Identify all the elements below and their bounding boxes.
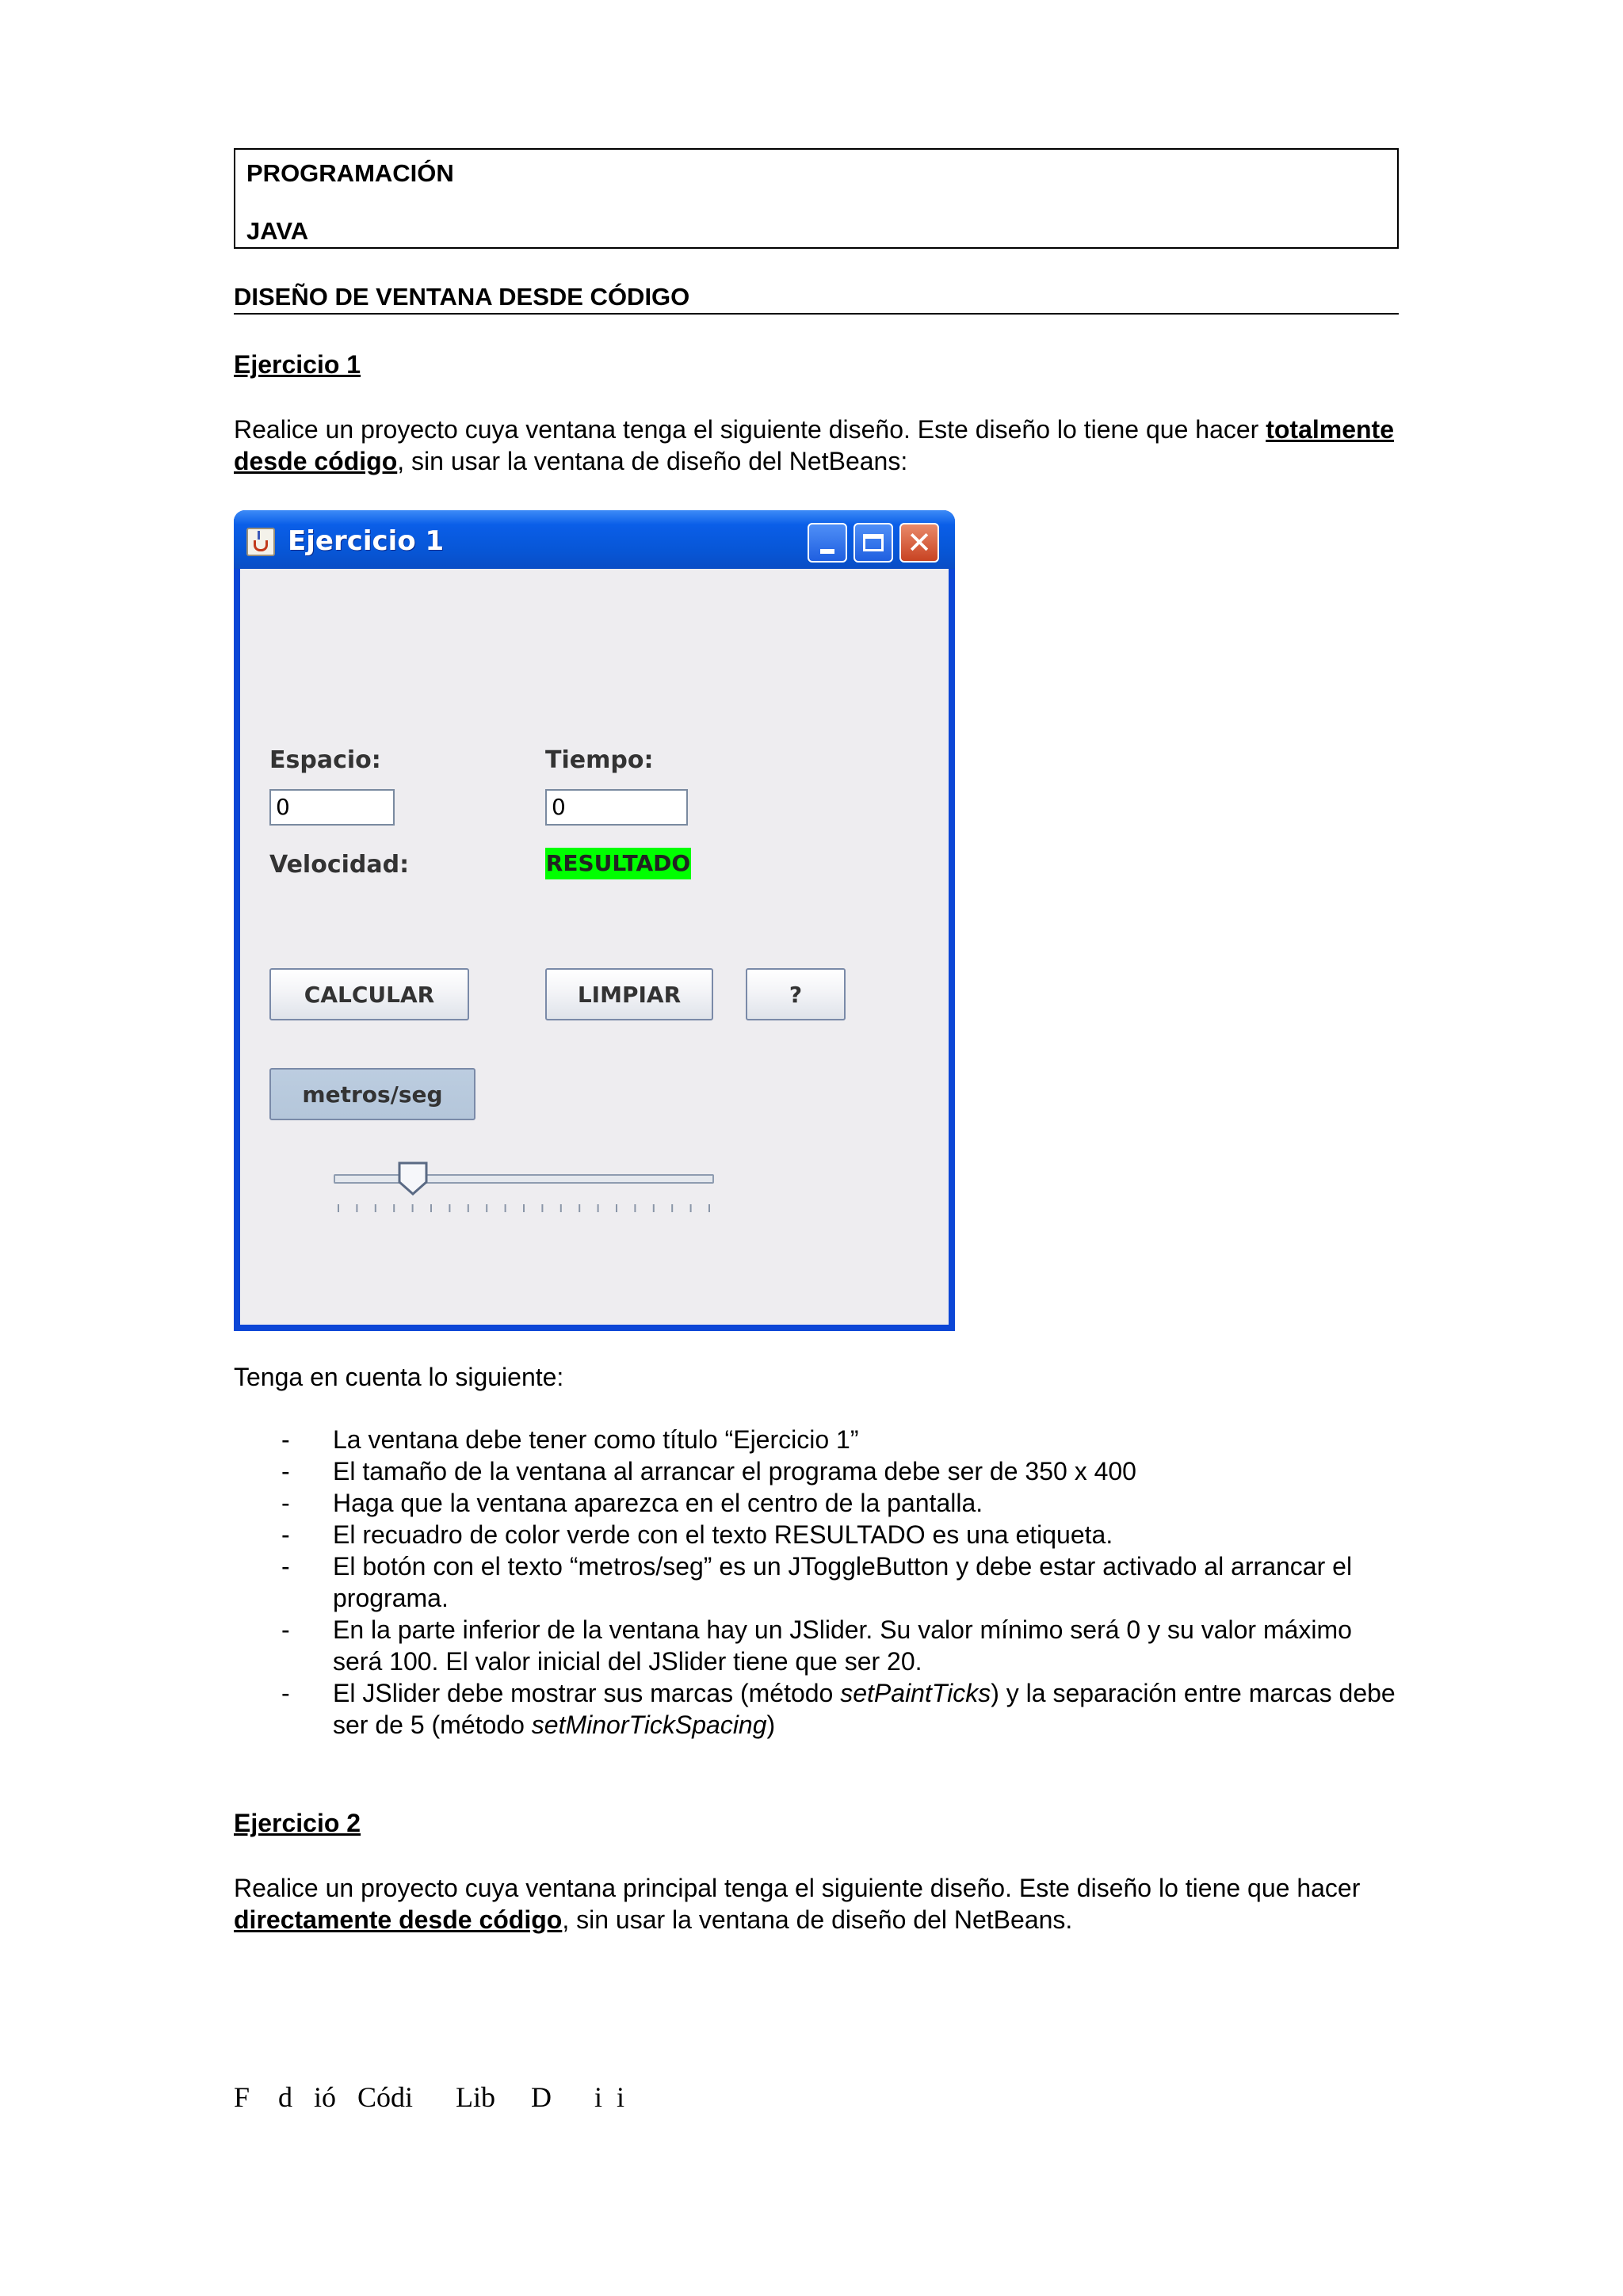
window-content <box>240 569 949 1325</box>
maximize-button[interactable] <box>854 523 893 563</box>
tiempo-label: Tiempo: <box>545 746 654 774</box>
close-button[interactable] <box>899 523 939 563</box>
method-name: setMinorTickSpacing <box>531 1711 767 1739</box>
slider-ticks <box>240 569 949 1325</box>
requirement-text: El botón con el texto “metros/seg” es un JToggleButton y debe estar activado al arrancar el programa. <box>333 1552 1353 1612</box>
requirement-text: En la parte inferior de la ventana hay un JSlider. Su valor mínimo será 0 y su valor máximo será 100. El valor inicial del JSlider tiene que ser 20. <box>333 1615 1352 1676</box>
exercise2-paragraph <box>234 1872 1415 1936</box>
requirement-text: El recuadro de color verde con el texto RESULTADO es una etiqueta. <box>333 1520 1113 1549</box>
exercise1-text-b: , sin usar la ventana de diseño del NetBeans: <box>397 447 908 475</box>
list-item: - En la parte inferior de la ventana hay un JSlider. Su valor mínimo será 0 y su valor máximo será 100. El valor inicial del JSlider tiene que ser 20. <box>281 1615 1352 1676</box>
header-language: JAVA <box>246 217 309 245</box>
resultado-label: RESULTADO <box>545 848 691 879</box>
requirement-text-a: El JSlider debe mostrar sus marcas (método <box>333 1679 841 1707</box>
method-name: setPaintTicks <box>840 1679 991 1707</box>
exercise1-title: Ejercicio 1 <box>234 350 361 379</box>
velocidad-label: Velocidad: <box>269 851 410 879</box>
header-box <box>234 148 1399 249</box>
window-title: Ejercicio 1 <box>288 525 445 557</box>
list-item: - El recuadro de color verde con el texto RESULTADO es una etiqueta. <box>281 1520 1113 1549</box>
limpiar-button[interactable]: LIMPIAR <box>545 968 713 1020</box>
list-item: - El tamaño de la ventana al arrancar el programa debe ser de 350 x 400 <box>281 1457 1136 1486</box>
minimize-icon <box>820 549 834 554</box>
notes-intro: Tenga en cuenta lo siguiente: <box>234 1363 564 1391</box>
tiempo-input[interactable]: 0 <box>545 789 688 826</box>
list-item: - La ventana debe tener como título “Ejercicio 1” <box>281 1425 859 1454</box>
requirement-text-c: ) <box>766 1711 776 1739</box>
exercise1-paragraph <box>234 414 1415 477</box>
section-title: DISEÑO DE VENTANA DESDE CÓDIGO <box>234 283 1399 315</box>
requirement-text-b: ) y la separación entre marcas debe ser de 5 (método <box>333 1679 1396 1739</box>
calcular-button[interactable]: CALCULAR <box>269 968 469 1020</box>
exercise2-text-b: , sin usar la ventana de diseño del NetBeans. <box>562 1905 1073 1934</box>
exercise1-text-a: Realice un proyecto cuya ventana tenga el siguiente diseño. Este diseño lo tiene que hacer <box>234 415 1266 444</box>
espacio-input[interactable]: 0 <box>269 789 395 826</box>
list-item: - Haga que la ventana aparezca en el centro de la pantalla. <box>281 1489 983 1517</box>
exercise2-text-a: Realice un proyecto cuya ventana principal tenga el siguiente diseño. Este diseño lo tiene que hacer <box>234 1874 1361 1902</box>
list-item: - El JSlider debe mostrar sus marcas (método setPaintTicks) y la separación entre marcas debe ser de 5 (método setMinorTickSpacing) <box>281 1679 1396 1739</box>
requirement-text: La ventana debe tener como título “Ejercicio 1” <box>333 1425 859 1454</box>
metros-seg-toggle-button[interactable]: metros/seg <box>269 1068 475 1120</box>
requirement-text: El tamaño de la ventana al arrancar el programa debe ser de 350 x 400 <box>333 1457 1136 1486</box>
exercise2-text-bold: directamente desde código <box>234 1905 563 1934</box>
list-item: - El botón con el texto “metros/seg” es un JToggleButton y debe estar activado al arrancar el programa. <box>281 1552 1353 1612</box>
header-subject: PROGRAMACIÓN <box>246 159 454 187</box>
maximize-icon <box>863 534 884 551</box>
requirements-list <box>281 1424 1407 1741</box>
java-coffee-icon <box>246 528 275 556</box>
espacio-label: Espacio: <box>269 746 381 774</box>
close-icon: ✕ <box>907 525 932 560</box>
page-footer: F d ió Códi Lib D i i <box>234 2081 625 2113</box>
minimize-button[interactable] <box>808 523 847 563</box>
help-button[interactable]: ? <box>746 968 846 1020</box>
requirement-text: Haga que la ventana aparezca en el centro de la pantalla. <box>333 1489 983 1517</box>
window-titlebar[interactable] <box>234 510 955 569</box>
exercise1-text-bold: totalmente desde código <box>234 415 1394 475</box>
java-window <box>234 510 955 1331</box>
exercise2-title: Ejercicio 2 <box>234 1809 361 1837</box>
